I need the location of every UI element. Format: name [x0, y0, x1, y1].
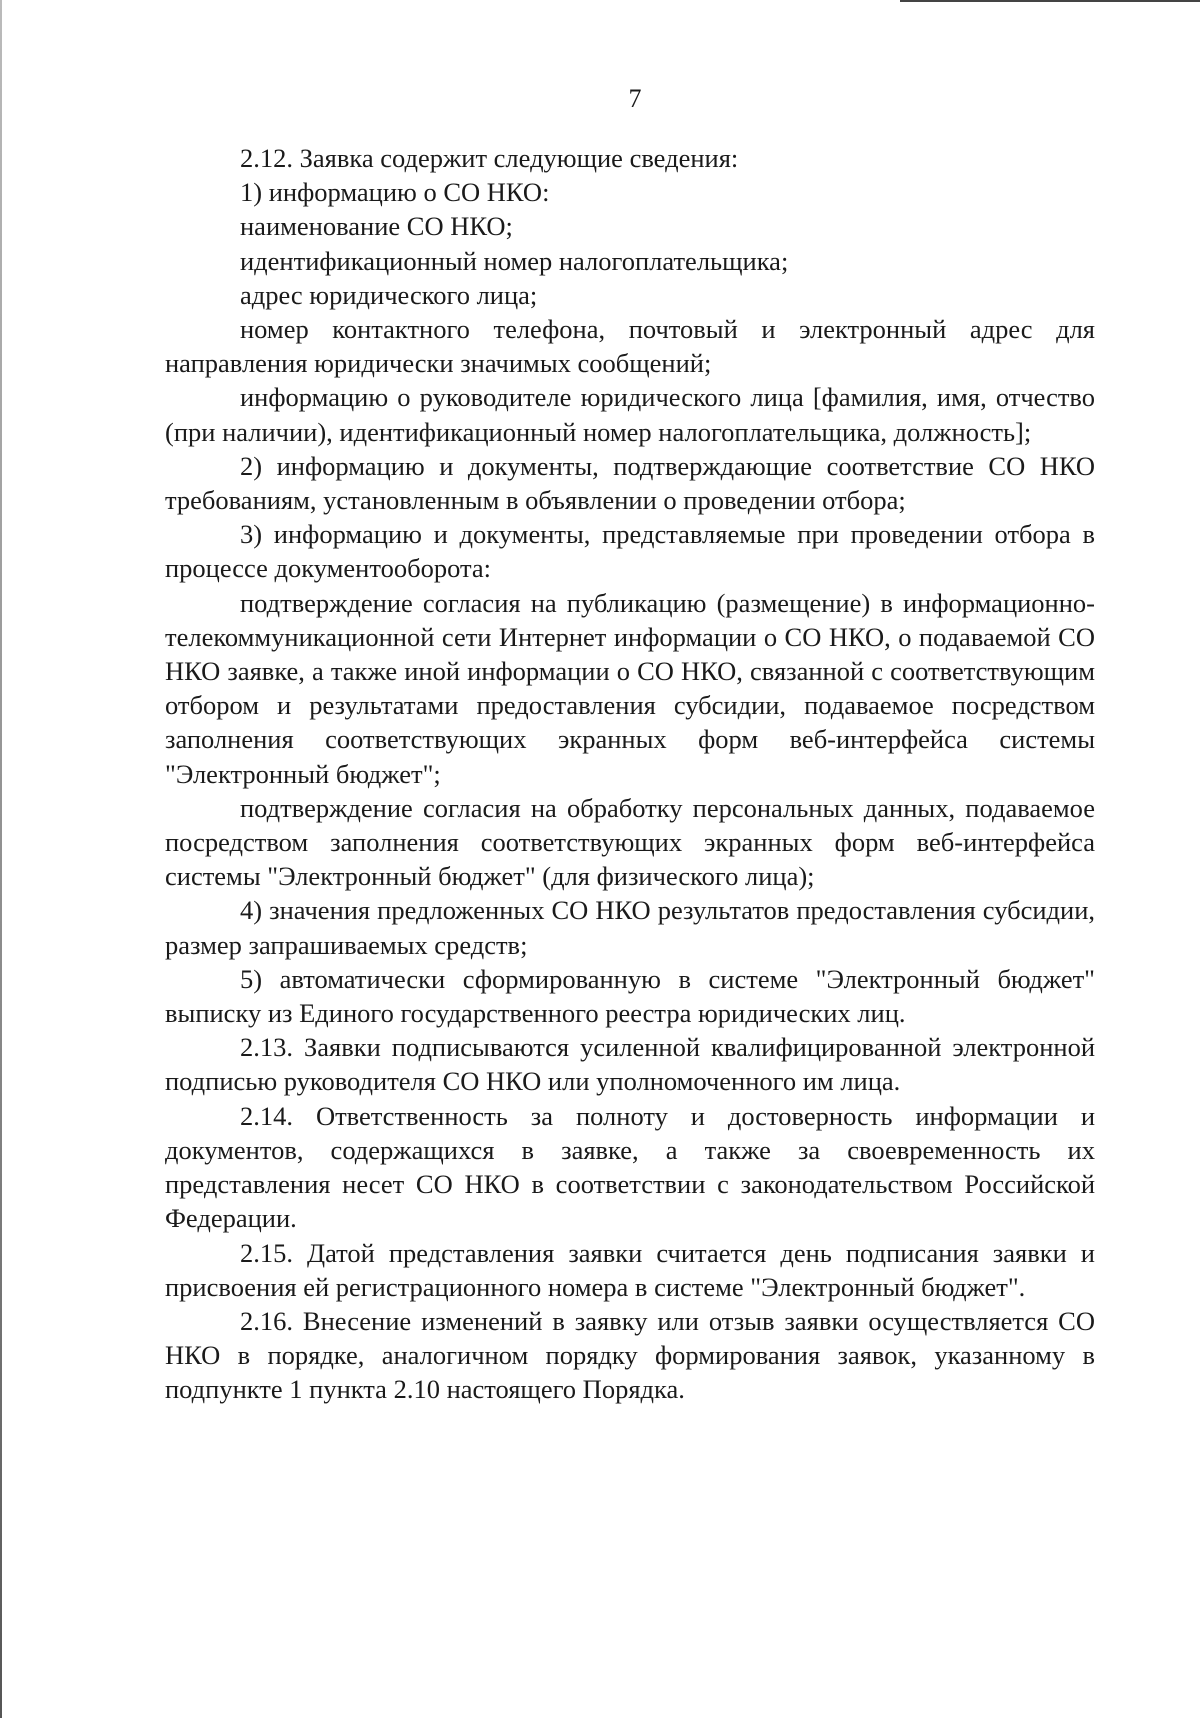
paragraph-2-16: 2.16. Внесение изменений в заявку или отзыв заявки осуществляется СО НКО в порядке, аналогичном порядку формирования заявок, указанному в подпункте 1 пункта 2.10 настоящего Порядка.: [165, 1305, 1095, 1405]
paragraph-head-info: информацию о руководителе юридического лица [фамилия, имя, отчество (при наличии), идентификационный номер налогоплательщика, должность];: [165, 382, 1095, 447]
paragraph-2-14: 2.14. Ответственность за полноту и достоверность информации и документов, содержащихся в заявке, а также за своевременность их представления несет СО НКО в соответствии с законодательством Российской Федерации.: [165, 1100, 1095, 1234]
paragraph-item-2: 2) информацию и документы, подтверждающие соответствие СО НКО требованиям, установленным в объявлении о проведении отбора;: [165, 450, 1095, 516]
paragraph-item-3: 3) информацию и документы, представляемые при проведении отбора в процессе документооборота:: [165, 519, 1095, 584]
paragraph-item-5: 5) автоматически сформированную в системе "Электронный бюджет" выписку из Единого государственного реестра юридических лиц.: [165, 963, 1095, 1029]
scan-artifact-left: [0, 0, 2, 1718]
page-number: 7: [628, 84, 642, 113]
paragraph-inn: идентификационный номер налогоплательщика;: [240, 245, 789, 276]
body-text: [165, 141, 1095, 1407]
paragraph-publication-consent: подтверждение согласия на публикацию (размещение) в информационно-телекоммуникационной сети Интернет информации о СО НКО, о подаваемой СО НКО заявке, а также иной информации о СО НКО, связанной с соответствующим отбором и результатами предоставления субсидии, подаваемое посредством заполнения соответствующих экранных форм веб-интерфейса системы "Электронный бюджет";: [165, 587, 1095, 789]
paragraph-2-13: 2.13. Заявки подписываются усиленной квалифицированной электронной подписью руководителя СО НКО или уполномоченного им лица.: [165, 1032, 1095, 1097]
paragraph-name: наименование СО НКО;: [240, 211, 513, 242]
paragraph-address: адрес юридического лица;: [240, 279, 538, 310]
paragraph-item-1: 1) информацию о СО НКО:: [240, 177, 550, 208]
paragraph-2-12: 2.12. Заявка содержит следующие сведения:: [240, 143, 739, 173]
paragraph-personal-data-consent: подтверждение согласия на обработку персональных данных, подаваемое посредством заполнения соответствующих экранных форм веб-интерфейса системы "Электронный бюджет" (для физического лица);: [165, 792, 1095, 892]
scan-artifact-top: [900, 0, 1200, 2]
paragraph-2-15: 2.15. Датой представления заявки считается день подписания заявки и присвоения ей регистрационного номера в системе "Электронный бюджет".: [165, 1237, 1095, 1302]
paragraph-contacts: номер контактного телефона, почтовый и электронный адрес для направления юридически значимых сообщений;: [165, 314, 1095, 379]
paragraph-item-4: 4) значения предложенных СО НКО результатов предоставления субсидии, размер запрашиваемых средств;: [165, 895, 1095, 960]
